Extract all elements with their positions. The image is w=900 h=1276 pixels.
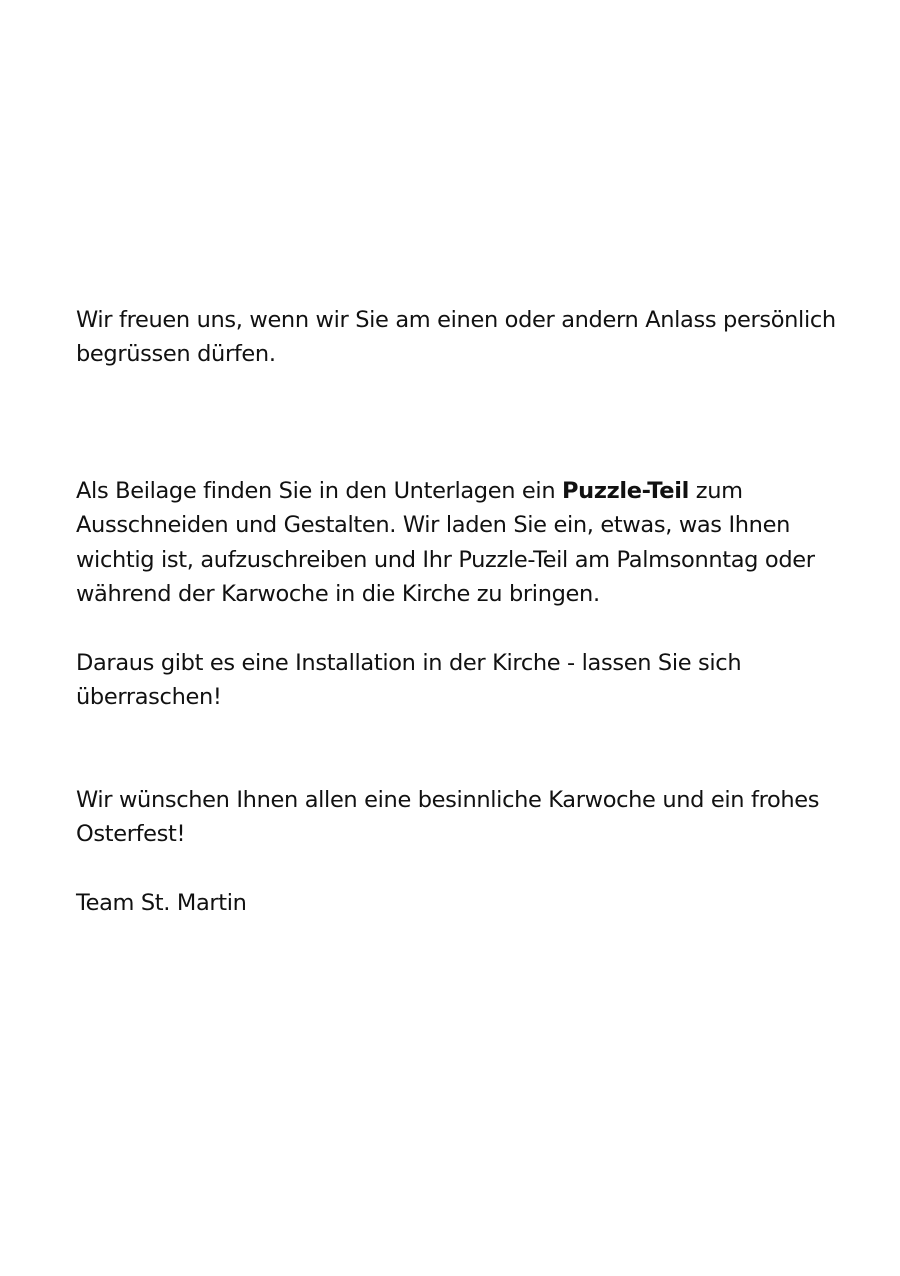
paragraph-puzzle-line-3: wichtig ist, aufzuschreiben und Ihr Puzzle-Teil am Palmsonntag oder	[76, 546, 815, 573]
paragraph-puzzle-line-4: während der Karwoche in die Kirche zu bringen.	[76, 580, 600, 607]
signature	[76, 886, 856, 920]
paragraph-puzzle-line-1-post: zum	[688, 478, 743, 504]
paragraph-greeting-line-1: Wir freuen uns, wenn wir Sie am einen oder andern Anlass persönlich	[76, 307, 836, 333]
paragraph-wishes-line-1: Wir wünschen Ihnen allen eine besinnliche Karwoche und ein frohes	[76, 787, 820, 813]
paragraph-installation-line-2: überraschen!	[76, 684, 222, 711]
paragraph-wishes	[76, 783, 856, 852]
puzzle-teil-highlight: Puzzle-Teil	[562, 478, 689, 504]
paragraph-greeting	[76, 303, 856, 372]
paragraph-wishes-line-2: Osterfest!	[76, 821, 186, 848]
paragraph-greeting-line-2: begrüssen dürfen.	[76, 341, 276, 368]
paragraph-puzzle-info	[76, 474, 856, 611]
paragraph-installation	[76, 646, 856, 715]
paragraph-puzzle-line-2: Ausschneiden und Gestalten. Wir laden Sie ein, etwas, was Ihnen	[76, 512, 790, 539]
paragraph-puzzle-line-1-pre: Als Beilage finden Sie in den Unterlagen ein	[76, 478, 563, 504]
paragraph-installation-line-1: Daraus gibt es eine Installation in der Kirche - lassen Sie sich	[76, 650, 742, 676]
signature-text: Team St. Martin	[76, 890, 247, 916]
